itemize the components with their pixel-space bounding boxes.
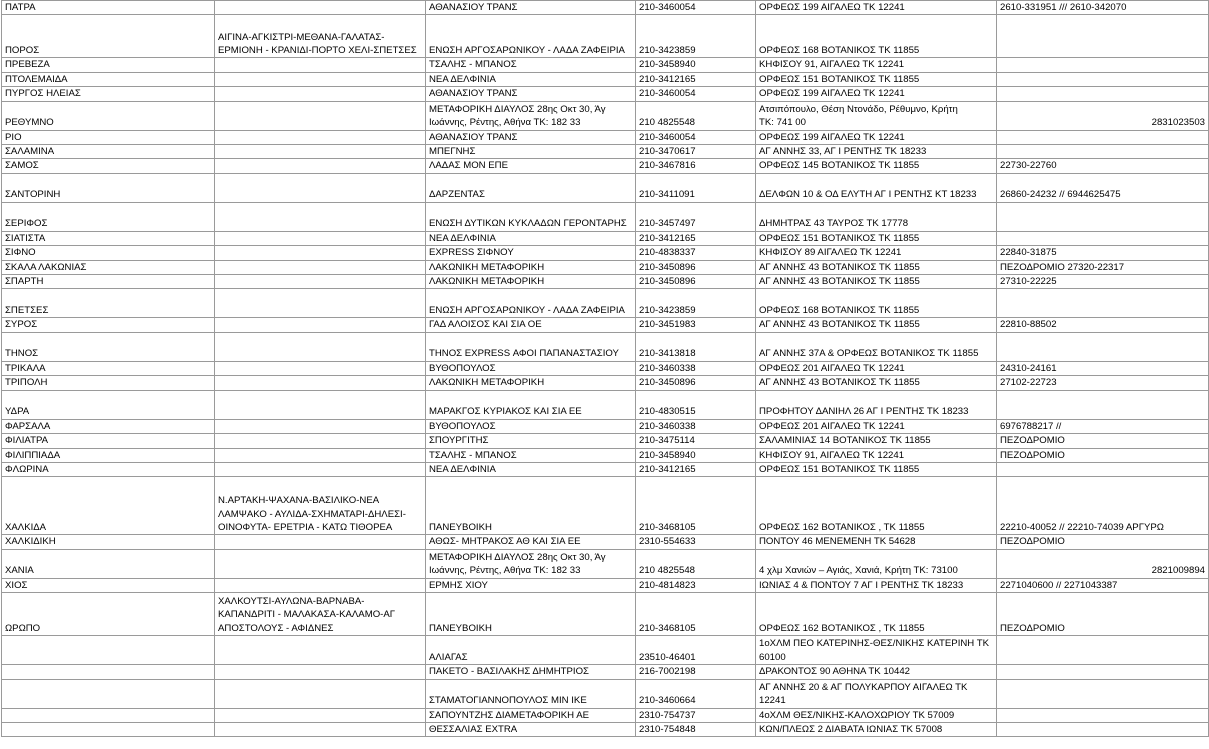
carrier-cell[interactable]: ΕΝΩΣΗ ΑΡΓΟΣΑΡΩΝΙΚΟΥ - ΛΑΔΑ ΖΑΦΕΙΡΙΑ — [426, 289, 636, 318]
city-cell[interactable]: ΠΑΤΡΑ — [2, 1, 215, 15]
carrier-cell[interactable]: ΜΠΕΓΝΗΣ — [426, 145, 636, 159]
address-cell[interactable]: ΚΗΦΙΣΟΥ 91, ΑΙΓΑΛΕΩ ΤΚ 12241 — [756, 448, 997, 462]
local-phone-cell[interactable]: 22210-40052 // 22210-74039 ΑΡΓΥΡΩ — [997, 477, 1209, 535]
address-cell[interactable]: ΟΡΦΕΩΣ 162 ΒΟΤΑΝΙΚΟΣ , ΤΚ 11855 — [756, 593, 997, 636]
city-cell[interactable]: ΦΙΛΙΑΤΡΑ — [2, 434, 215, 448]
local-phone-cell[interactable] — [997, 15, 1209, 58]
carrier-cell[interactable]: ΣΠΟΥΡΓΙΤΗΣ — [426, 434, 636, 448]
address-cell[interactable] — [756, 679, 997, 708]
area-cell[interactable] — [215, 390, 426, 419]
city-cell[interactable]: ΤΗΝΟΣ — [2, 332, 215, 361]
phone-cell[interactable]: 210-4830515 — [636, 390, 756, 419]
carrier-cell[interactable]: ΒΥΘΟΠΟΥΛΟΣ — [426, 361, 636, 375]
local-phone-cell[interactable]: 2271040600 // 2271043387 — [997, 578, 1209, 592]
city-cell[interactable]: ΣΙΦΝΟ — [2, 246, 215, 260]
phone-cell[interactable]: 210-4814823 — [636, 578, 756, 592]
carrier-cell[interactable]: ΔΑΡΖΕΝΤΑΣ — [426, 173, 636, 202]
phone-cell[interactable]: 2310-754848 — [636, 722, 756, 736]
carrier-cell[interactable]: ΝΕΑ ΔΕΛΦΙΝΙΑ — [426, 72, 636, 86]
city-cell[interactable]: ΠΥΡΓΟΣ ΗΛΕΙΑΣ — [2, 87, 215, 101]
address-cell[interactable]: ΟΡΦΕΩΣ 145 ΒΟΤΑΝΙΚΟΣ ΤΚ 11855 — [756, 159, 997, 173]
phone-cell[interactable]: 210-3457497 — [636, 202, 756, 231]
carrier-cell[interactable]: EXPRESS ΣΙΦΝΟΥ — [426, 246, 636, 260]
table-row — [2, 434, 1209, 448]
address-cell[interactable]: ΟΡΦΕΩΣ 201 ΑΙΓΑΛΕΩ ΤΚ 12241 — [756, 419, 997, 433]
area-cell[interactable] — [215, 87, 426, 101]
table-row — [2, 72, 1209, 86]
cell-text-line: ΜΕΤΑΦΟΡΙΚΗ ΔΙΑΥΛΟΣ 28ης Οκτ 30, Άγ — [429, 103, 606, 115]
area-cell[interactable] — [215, 462, 426, 476]
address-cell[interactable]: ΚΗΦΙΣΟΥ 91, ΑΙΓΑΛΕΩ ΤΚ 12241 — [756, 58, 997, 72]
city-cell[interactable]: ΡΙΟ — [2, 130, 215, 144]
city-cell[interactable]: ΣΕΡΙΦΟΣ — [2, 202, 215, 231]
local-phone-cell[interactable] — [997, 679, 1209, 708]
table-row — [2, 593, 1209, 636]
phone-cell[interactable]: 210-3412165 — [636, 72, 756, 86]
area-cell[interactable] — [215, 202, 426, 231]
city-cell[interactable]: ΦΑΡΣΑΛΑ — [2, 419, 215, 433]
table-row — [2, 636, 1209, 665]
local-phone-cell[interactable] — [997, 130, 1209, 144]
city-cell[interactable]: ΧΑΛΚΙΔΙΚΗ — [2, 535, 215, 549]
table-row — [2, 58, 1209, 72]
address-cell[interactable]: ΣΑΛΑΜΙΝΙΑΣ 14 ΒΟΤΑΝΙΚΟΣ ΤΚ 11855 — [756, 434, 997, 448]
cell-text-line: ΜΕΤΑΦΟΡΙΚΗ ΔΙΑΥΛΟΣ 28ης Οκτ 30, Άγ — [429, 551, 606, 563]
address-cell[interactable]: ΠΟΝΤΟΥ 46 ΜΕΝΕΜΕΝΗ ΤΚ 54628 — [756, 535, 997, 549]
address-cell[interactable]: ΟΡΦΕΩΣ 199 ΑΙΓΑΛΕΩ ΤΚ 12241 — [756, 1, 997, 15]
phone-cell[interactable]: 210-3450896 — [636, 260, 756, 274]
cell-text-line: ΚΑΠΑΝΔΡΙΤΙ - ΜΑΛΑΚΑΣΑ-ΚΑΛΑΜΟ-ΑΓ — [218, 609, 396, 621]
local-phone-cell[interactable]: 24310-24161 — [997, 361, 1209, 375]
area-cell[interactable] — [215, 72, 426, 86]
local-phone-cell[interactable] — [997, 58, 1209, 72]
table-row — [2, 318, 1209, 332]
area-cell[interactable] — [215, 231, 426, 245]
address-cell[interactable]: ΟΡΦΕΩΣ 162 ΒΟΤΑΝΙΚΟΣ , ΤΚ 11855 — [756, 477, 997, 535]
cell-text-line: ΧΑΛΚΟΥΤΣΙ-ΑΥΛΩΝΑ-ΒΑΡΝΑΒΑ- — [218, 595, 365, 607]
table-row — [2, 260, 1209, 274]
phone-cell[interactable]: 210-3460664 — [636, 679, 756, 708]
area-cell[interactable] — [215, 15, 426, 58]
phone-cell[interactable]: 210-4838337 — [636, 246, 756, 260]
area-cell[interactable] — [215, 419, 426, 433]
area-cell[interactable] — [215, 376, 426, 390]
phone-cell[interactable]: 210-3460054 — [636, 130, 756, 144]
local-phone-cell[interactable] — [997, 665, 1209, 679]
area-cell[interactable] — [215, 708, 426, 722]
city-cell[interactable]: ΣΑΜΟΣ — [2, 159, 215, 173]
carrier-cell[interactable]: ΤΣΑΛΗΣ - ΜΠΑΝΟΣ — [426, 448, 636, 462]
address-cell[interactable]: ΔΕΛΦΩΝ 10 & ΟΔ ΕΛΥΤΗ ΑΓ Ι ΡΕΝΤΗΣ ΚΤ 18233 — [756, 173, 997, 202]
local-phone-cell[interactable]: 22730-22760 — [997, 159, 1209, 173]
local-phone-cell[interactable] — [997, 202, 1209, 231]
table-row — [2, 231, 1209, 245]
address-cell[interactable]: ΑΓ ΑΝΝΗΣ 43 ΒΟΤΑΝΙΚΟΣ ΤΚ 11855 — [756, 318, 997, 332]
city-cell[interactable] — [2, 636, 215, 665]
local-phone-cell[interactable]: 27310-22225 — [997, 275, 1209, 289]
local-phone-cell[interactable]: 6976788217 // — [997, 419, 1209, 433]
city-cell[interactable]: ΡΕΘΥΜΝΟ — [2, 101, 215, 130]
table-row — [2, 419, 1209, 433]
city-cell[interactable]: ΧΑΝΙΑ — [2, 549, 215, 578]
carrier-cell[interactable]: ΤΣΑΛΗΣ - ΜΠΑΝΟΣ — [426, 58, 636, 72]
city-cell[interactable]: ΧΙΟΣ — [2, 578, 215, 592]
phone-cell[interactable]: 210-3450896 — [636, 376, 756, 390]
city-cell[interactable]: ΣΠΕΤΣΕΣ — [2, 289, 215, 318]
phone-cell[interactable]: 210-3423859 — [636, 289, 756, 318]
carrier-cell[interactable]: ΛΑΚΩΝΙΚΗ ΜΕΤΑΦΟΡΙΚΗ — [426, 275, 636, 289]
city-cell[interactable]: ΠΟΡΟΣ — [2, 15, 215, 58]
carrier-cell[interactable]: ΕΡΜΗΣ ΧΙΟΥ — [426, 578, 636, 592]
phone-cell[interactable]: 210-3411091 — [636, 173, 756, 202]
city-cell[interactable]: ΠΤΟΛΕΜΑΙΔΑ — [2, 72, 215, 86]
table-row — [2, 390, 1209, 419]
local-phone-cell[interactable] — [997, 332, 1209, 361]
carrier-cell[interactable]: ΕΝΩΣΗ ΑΡΓΟΣΑΡΩΝΙΚΟΥ - ΛΑΔΑ ΖΑΦΕΙΡΙΑ — [426, 15, 636, 58]
cell-text-line: 60100 — [759, 651, 786, 663]
table-row — [2, 145, 1209, 159]
carrier-cell[interactable]: ΤΗΝΟΣ EXPRESS ΑΦΟΙ ΠΑΠΑΝΑΣΤΑΣΙΟΥ — [426, 332, 636, 361]
phone-cell[interactable]: 210 4825548 — [636, 549, 756, 578]
local-phone-cell[interactable] — [997, 145, 1209, 159]
cell-text-line: ΟΙΝΟΦΥΤΑ- ΕΡΕΤΡΙΑ - ΚΑΤΩ ΤΙΘΟΡΕΑ — [218, 521, 393, 533]
local-phone-cell[interactable] — [997, 708, 1209, 722]
local-phone-cell[interactable] — [997, 462, 1209, 476]
area-cell[interactable] — [215, 434, 426, 448]
city-cell[interactable]: ΣΙΑΤΙΣΤΑ — [2, 231, 215, 245]
area-cell[interactable] — [215, 679, 426, 708]
carrier-cell[interactable]: ΕΝΩΣΗ ΔΥΤΙΚΩΝ ΚΥΚΛΑΔΩΝ ΓΕΡΟΝΤΑΡΗΣ — [426, 202, 636, 231]
carrier-cell[interactable]: ΑΘΩΣ- ΜΗΤΡΑΚΟΣ ΑΘ ΚΑΙ ΣΙΑ ΕΕ — [426, 535, 636, 549]
carrier-cell[interactable]: ΠΑΝΕΥΒΟΙΚΗ — [426, 477, 636, 535]
table-row — [2, 448, 1209, 462]
area-cell[interactable] — [215, 145, 426, 159]
cell-text-line: ΑΠΟΣΤΟΛΟΥΣ - ΑΦΙΔΝΕΣ — [218, 622, 334, 634]
phone-cell[interactable]: 210-3458940 — [636, 58, 756, 72]
city-cell[interactable]: ΩΡΩΠΟ — [2, 593, 215, 636]
carrier-cell[interactable]: ΠΑΚΕΤΟ - ΒΑΣΙΛΑΚΗΣ ΔΗΜΗΤΡΙΟΣ — [426, 665, 636, 679]
phone-cell[interactable]: 23510-46401 — [636, 636, 756, 665]
area-cell[interactable] — [215, 332, 426, 361]
carrier-cell[interactable]: ΣΤΑΜΑΤΟΓΙΑΝΝΟΠΟΥΛΟΣ ΜΙΝ ΙΚΕ — [426, 679, 636, 708]
phone-cell[interactable]: 210-3412165 — [636, 462, 756, 476]
carrier-cell[interactable]: ΝΕΑ ΔΕΛΦΙΝΙΑ — [426, 231, 636, 245]
carrier-table — [1, 0, 1209, 737]
cell-text-line: ΕΡΜΙΟΝΗ - ΚΡΑΝΙΔΙ-ΠΟΡΤΟ ΧΕΛΙ-ΣΠΕΤΣΕΣ — [218, 45, 417, 56]
area-cell[interactable] — [215, 275, 426, 289]
phone-cell[interactable]: 210 4825548 — [636, 101, 756, 130]
address-cell[interactable]: ΟΡΦΕΩΣ 168 ΒΟΤΑΝΙΚΟΣ ΤΚ 11855 — [756, 289, 997, 318]
local-phone-cell[interactable]: ΠΕΖΟΔΡΟΜΙΟ — [997, 535, 1209, 549]
table-row — [2, 578, 1209, 592]
carrier-cell[interactable] — [426, 101, 636, 130]
table-row — [2, 246, 1209, 260]
area-cell[interactable] — [215, 101, 426, 130]
address-cell[interactable]: ΟΡΦΕΩΣ 199 ΑΙΓΑΛΕΩ ΤΚ 12241 — [756, 87, 997, 101]
table-row — [2, 289, 1209, 318]
address-cell[interactable]: ΟΡΦΕΩΣ 201 ΑΙΓΑΛΕΩ ΤΚ 12241 — [756, 361, 997, 375]
phone-cell[interactable]: 210-3460054 — [636, 87, 756, 101]
city-cell[interactable]: ΣΠΑΡΤΗ — [2, 275, 215, 289]
local-phone-cell[interactable]: ΠΕΖΟΔΡΟΜΙΟ — [997, 593, 1209, 636]
local-phone-cell[interactable] — [997, 722, 1209, 736]
carrier-cell[interactable]: ΑΛΙΑΓΑΣ — [426, 636, 636, 665]
table-row — [2, 275, 1209, 289]
table-row — [2, 101, 1209, 130]
city-cell[interactable]: ΣΥΡΟΣ — [2, 318, 215, 332]
address-cell[interactable]: ΟΡΦΕΩΣ 199 ΑΙΓΑΛΕΩ ΤΚ 12241 — [756, 130, 997, 144]
local-phone-cell[interactable]: 2831023503 — [997, 101, 1209, 130]
phone-cell[interactable]: 210-3412165 — [636, 231, 756, 245]
city-cell[interactable] — [2, 708, 215, 722]
local-phone-cell[interactable]: ΠΕΖΟΔΡΟΜΙΟ 27320-22317 — [997, 260, 1209, 274]
phone-cell[interactable]: 210-3460338 — [636, 361, 756, 375]
phone-cell[interactable]: 210-3468105 — [636, 593, 756, 636]
city-cell[interactable]: ΤΡΙΠΟΛΗ — [2, 376, 215, 390]
area-cell[interactable] — [215, 130, 426, 144]
city-cell[interactable]: ΠΡΕΒΕΖΑ — [2, 58, 215, 72]
address-cell[interactable]: ΟΡΦΕΩΣ 151 ΒΟΤΑΝΙΚΟΣ ΤΚ 11855 — [756, 72, 997, 86]
table-row — [2, 1, 1209, 15]
local-phone-cell[interactable]: 2610-331951 /// 2610-342070 — [997, 1, 1209, 15]
area-cell[interactable] — [215, 636, 426, 665]
cell-text-line: Ιωάννης, Ρέντης, Αθήνα ΤΚ: 182 33 — [429, 117, 581, 129]
address-cell[interactable]: ΠΡΟΦΗΤΟΥ ΔΑΝΙΗΛ 26 ΑΓ Ι ΡΕΝΤΗΣ ΤΚ 18233 — [756, 390, 997, 419]
local-phone-cell[interactable] — [997, 636, 1209, 665]
local-phone-cell[interactable]: 27102-22723 — [997, 376, 1209, 390]
address-cell[interactable]: ΑΓ ΑΝΝΗΣ 37Α & ΟΡΦΕΩΣ ΒΟΤΑΝΙΚΟΣ ΤΚ 11855 — [756, 332, 997, 361]
area-cell[interactable] — [215, 173, 426, 202]
carrier-cell[interactable]: ΜΑΡΑΚΓΟΣ ΚΥΡΙΑΚΟΣ ΚΑΙ ΣΙΑ ΕΕ — [426, 390, 636, 419]
area-cell[interactable] — [215, 246, 426, 260]
area-cell[interactable] — [215, 1, 426, 15]
cell-text-line: ΑΓ ΑΝΝΗΣ 20 & ΑΓ ΠΟΛΥΚΑΡΠΟΥ ΑΙΓΑΛΕΩ ΤΚ — [759, 681, 968, 693]
address-cell[interactable]: ΑΓ ΑΝΝΗΣ 43 ΒΟΤΑΝΙΚΟΣ ΤΚ 11855 — [756, 275, 997, 289]
phone-cell[interactable]: 210-3451983 — [636, 318, 756, 332]
cell-text-line: ΑΙΓΙΝΑ-ΑΓΚΙΣΤΡΙ-ΜΕΘΑΝΑ-ΓΑΛΑΤΑΣ- — [218, 31, 385, 43]
address-cell[interactable]: ΚΗΦΙΣΟΥ 89 ΑΙΓΑΛΕΩ ΤΚ 12241 — [756, 246, 997, 260]
carrier-cell[interactable]: ΣΑΠΟΥΝΤΖΗΣ ΔΙΑΜΕΤΑΦΟΡΙΚΗ ΑΕ — [426, 708, 636, 722]
table-row — [2, 15, 1209, 58]
phone-cell[interactable]: 210-3450896 — [636, 275, 756, 289]
address-cell[interactable]: ΟΡΦΕΩΣ 151 ΒΟΤΑΝΙΚΟΣ ΤΚ 11855 — [756, 231, 997, 245]
city-cell[interactable]: ΣΑΛΑΜΙΝΑ — [2, 145, 215, 159]
carrier-cell[interactable]: ΝΕΑ ΔΕΛΦΙΝΙΑ — [426, 462, 636, 476]
carrier-cell[interactable]: ΑΘΑΝΑΣΙΟΥ ΤΡΑΝΣ — [426, 87, 636, 101]
carrier-cell[interactable]: ΓΑΔ ΑΛΟΙΣΟΣ ΚΑΙ ΣΙΑ ΟΕ — [426, 318, 636, 332]
address-cell[interactable]: ΚΩΝ/ΠΛΕΩΣ 2 ΔΙΑΒΑΤΑ ΙΩΝΙΑΣ ΤΚ 57008 — [756, 722, 997, 736]
local-phone-cell[interactable]: ΠΕΖΟΔΡΟΜΙΟ — [997, 434, 1209, 448]
city-cell[interactable]: ΣΚΑΛΑ ΛΑΚΩΝΙΑΣ — [2, 260, 215, 274]
table-row — [2, 361, 1209, 375]
address-cell[interactable] — [756, 101, 997, 130]
area-cell[interactable] — [215, 58, 426, 72]
table-row — [2, 376, 1209, 390]
address-cell[interactable]: ΙΩΝΙΑΣ 4 & ΠΟΝΤΟΥ 7 ΑΓ Ι ΡΕΝΤΗΣ ΤΚ 18233 — [756, 578, 997, 592]
table-row — [2, 130, 1209, 144]
address-cell[interactable]: ΟΡΦΕΩΣ 168 ΒΟΤΑΝΙΚΟΣ ΤΚ 11855 — [756, 15, 997, 58]
city-cell[interactable]: ΦΛΩΡΙΝΑ — [2, 462, 215, 476]
table-row — [2, 202, 1209, 231]
local-phone-cell[interactable] — [997, 289, 1209, 318]
table-row — [2, 708, 1209, 722]
city-cell[interactable] — [2, 679, 215, 708]
cell-text-line: Ατσιπόπουλο, Θέση Ντονάδο, Ρέθυμνο, Κρήτη — [759, 103, 958, 115]
area-cell[interactable] — [215, 318, 426, 332]
cell-text-line: Ν.ΑΡΤΑΚΗ-ΨΑΧΑΝΑ-ΒΑΣΙΛΙΚΟ-ΝΕΑ — [218, 495, 380, 507]
cell-text-line: 1οΧΛΜ ΠΕΟ ΚΑΤΕΡΙΝΗΣ-ΘΕΣ/ΝΙΚΗΣ ΚΑΤΕΡΙΝΗ ΤΚ — [759, 638, 989, 650]
table-body — [2, 1, 1209, 737]
carrier-cell[interactable]: ΛΑΚΩΝΙΚΗ ΜΕΤΑΦΟΡΙΚΗ — [426, 260, 636, 274]
carrier-cell[interactable]: ΑΘΑΝΑΣΙΟΥ ΤΡΑΝΣ — [426, 1, 636, 15]
local-phone-cell[interactable] — [997, 87, 1209, 101]
table-row — [2, 722, 1209, 736]
area-cell[interactable] — [215, 361, 426, 375]
phone-cell[interactable]: 210-3413818 — [636, 332, 756, 361]
area-cell[interactable] — [215, 159, 426, 173]
phone-cell[interactable]: 210-3423859 — [636, 15, 756, 58]
table-row — [2, 87, 1209, 101]
address-cell[interactable]: 4 χλμ Χανιών – Αγιάς, Χανιά, Κρήτη ΤΚ: 73100 — [756, 549, 997, 578]
address-cell[interactable]: ΑΓ ΑΝΝΗΣ 43 ΒΟΤΑΝΙΚΟΣ ΤΚ 11855 — [756, 260, 997, 274]
carrier-cell[interactable]: ΒΥΘΟΠΟΥΛΟΣ — [426, 419, 636, 433]
carrier-cell[interactable]: ΛΑΚΩΝΙΚΗ ΜΕΤΑΦΟΡΙΚΗ — [426, 376, 636, 390]
table-row — [2, 159, 1209, 173]
address-cell[interactable]: ΟΡΦΕΩΣ 151 ΒΟΤΑΝΙΚΟΣ ΤΚ 11855 — [756, 462, 997, 476]
carrier-cell[interactable]: ΠΑΝΕΥΒΟΙΚΗ — [426, 593, 636, 636]
carrier-cell[interactable] — [426, 549, 636, 578]
carrier-cell[interactable]: ΘΕΣΣΑΛΙΑΣ EXTRA — [426, 722, 636, 736]
local-phone-cell[interactable]: ΠΕΖΟΔΡΟΜΙΟ — [997, 448, 1209, 462]
table-row — [2, 535, 1209, 549]
phone-cell[interactable]: 210-3460338 — [636, 419, 756, 433]
phone-cell[interactable]: 216-7002198 — [636, 665, 756, 679]
local-phone-cell[interactable] — [997, 72, 1209, 86]
phone-cell[interactable]: 210-3458940 — [636, 448, 756, 462]
local-phone-cell[interactable]: 22810-88502 — [997, 318, 1209, 332]
area-cell[interactable] — [215, 260, 426, 274]
area-cell[interactable] — [215, 448, 426, 462]
table-row — [2, 173, 1209, 202]
local-phone-cell[interactable] — [997, 390, 1209, 419]
city-cell[interactable]: ΤΡΙΚΑΛΑ — [2, 361, 215, 375]
carrier-cell[interactable]: ΑΘΑΝΑΣΙΟΥ ΤΡΑΝΣ — [426, 130, 636, 144]
address-cell[interactable]: 4οΧΛΜ ΘΕΣ/ΝΙΚΗΣ-ΚΑΛΟΧΩΡΙΟΥ ΤΚ 57009 — [756, 708, 997, 722]
address-cell[interactable]: ΔΡΑΚΟΝΤΟΣ 90 ΑΘΗΝΑ ΤΚ 10442 — [756, 665, 997, 679]
address-cell[interactable] — [756, 636, 997, 665]
cell-text-line: ΤΚ: 741 00 — [759, 117, 806, 129]
local-phone-cell[interactable]: 2821009894 — [997, 549, 1209, 578]
phone-cell[interactable]: 2310-754737 — [636, 708, 756, 722]
address-cell[interactable]: ΑΓ ΑΝΝΗΣ 43 ΒΟΤΑΝΙΚΟΣ ΤΚ 11855 — [756, 376, 997, 390]
address-cell[interactable]: ΔΗΜΗΤΡΑΣ 43 ΤΑΥΡΟΣ ΤΚ 17778 — [756, 202, 997, 231]
area-cell[interactable] — [215, 477, 426, 535]
cell-text-line: 12241 — [759, 695, 786, 707]
city-cell[interactable]: ΧΑΛΚΙΔΑ — [2, 477, 215, 535]
area-cell[interactable] — [215, 665, 426, 679]
local-phone-cell[interactable]: 26860-24232 // 6944625475 — [997, 173, 1209, 202]
area-cell[interactable] — [215, 289, 426, 318]
table-row — [2, 477, 1209, 535]
cell-text-line: Ιωάννης, Ρέντης, Αθήνα ΤΚ: 182 33 — [429, 565, 581, 577]
city-cell[interactable]: ΣΑΝΤΟΡΙΝΗ — [2, 173, 215, 202]
city-cell[interactable]: ΥΔΡΑ — [2, 390, 215, 419]
phone-cell[interactable]: 210-3467816 — [636, 159, 756, 173]
table-row — [2, 462, 1209, 476]
table-row — [2, 679, 1209, 708]
area-cell[interactable] — [215, 549, 426, 578]
carrier-cell[interactable]: ΛΑΔΑΣ ΜΟΝ ΕΠΕ — [426, 159, 636, 173]
local-phone-cell[interactable]: 22840-31875 — [997, 246, 1209, 260]
phone-cell[interactable]: 210-3468105 — [636, 477, 756, 535]
local-phone-cell[interactable] — [997, 231, 1209, 245]
area-cell[interactable] — [215, 578, 426, 592]
city-cell[interactable] — [2, 665, 215, 679]
area-cell[interactable] — [215, 535, 426, 549]
phone-cell[interactable]: 210-3470617 — [636, 145, 756, 159]
area-cell[interactable] — [215, 722, 426, 736]
city-cell[interactable]: ΦΙΛΙΠΠΙΑΔΑ — [2, 448, 215, 462]
phone-cell[interactable]: 2310-554633 — [636, 535, 756, 549]
city-cell[interactable] — [2, 722, 215, 736]
table-row — [2, 665, 1209, 679]
phone-cell[interactable]: 210-3475114 — [636, 434, 756, 448]
address-cell[interactable]: ΑΓ ΑΝΝΗΣ 33, ΑΓ Ι ΡΕΝΤΗΣ ΤΚ 18233 — [756, 145, 997, 159]
area-cell[interactable] — [215, 593, 426, 636]
phone-cell[interactable]: 210-3460054 — [636, 1, 756, 15]
table-row — [2, 549, 1209, 578]
table-row — [2, 332, 1209, 361]
cell-text-line: ΛΑΜΨΑΚΟ - ΑΥΛΙΔΑ-ΣΧΗΜΑΤΑΡΙ-ΔΗΛΕΣΙ- — [218, 508, 406, 520]
